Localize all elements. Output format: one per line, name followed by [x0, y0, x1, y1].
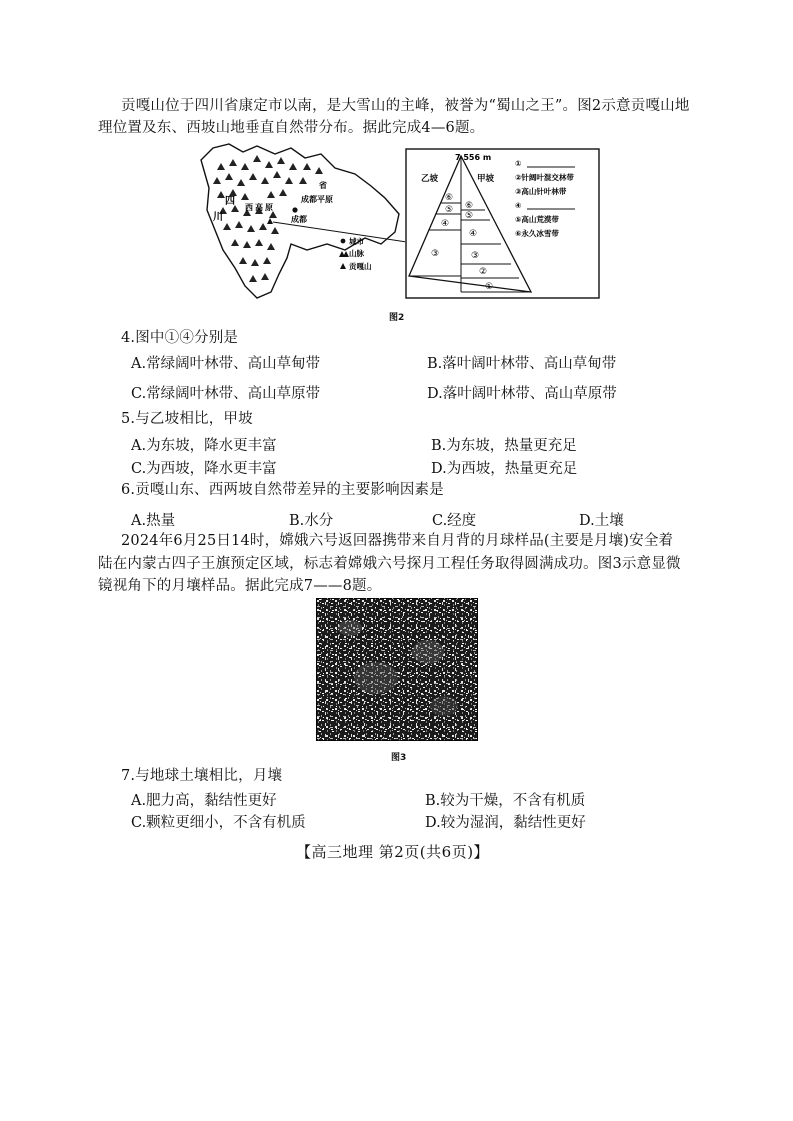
q7-option-d: D.较为湿润，黏结性更好 [425, 815, 586, 831]
q5-stem: 5.与乙坡相比，甲坡 [121, 411, 253, 427]
profile-legend-4: ④ [515, 201, 522, 210]
q7-option-b: B.较为干燥，不含有机质 [425, 793, 586, 809]
profile-legend-3: ③高山针叶林带 [515, 187, 567, 196]
right-band-4: ④ [469, 229, 478, 239]
q5-option-b: B.为东坡，热量更充足 [431, 438, 577, 454]
left-band-5: ⑤ [445, 205, 454, 215]
q7-option-c: C.颗粒更细小，不含有机质 [131, 815, 306, 831]
figure2-caption: 图2 [389, 313, 405, 323]
q5-option-c: C.为西坡，降水更丰富 [131, 461, 277, 477]
q6-option-d: D.土壤 [579, 513, 624, 529]
sichuan-map [195, 140, 405, 300]
right-band-2: ② [479, 267, 488, 277]
profile-legend-2: ②针阔叶混交林带 [515, 173, 574, 182]
page-footer: 【高三地理 第2页(共6页)】 [296, 843, 490, 861]
legend-mountain: 山脉 [349, 249, 364, 258]
q5-option-a: A.为东坡，降水更丰富 [131, 438, 277, 454]
legend-peak: 贡嘎山 [349, 262, 372, 271]
right-band-3: ③ [471, 251, 480, 261]
q4-option-d: D.落叶阔叶林带、高山草原带 [427, 386, 617, 402]
map-label-chuan: 川 [213, 212, 223, 223]
intro1-line2: 理位置及东、西坡山地垂直自然带分布。据此完成4—6题。 [98, 120, 485, 136]
left-band-4: ④ [441, 219, 450, 229]
map-label-yuan: 原 [265, 203, 273, 212]
q7-option-a: A.肥力高，黏结性更好 [131, 793, 277, 809]
q6-option-b: B.水分 [289, 513, 334, 529]
map-label-chengdu: 成都 [291, 215, 307, 224]
left-band-3: ③ [431, 249, 440, 259]
right-band-1: ① [485, 282, 494, 292]
map-label-gao: 高 [255, 203, 263, 212]
lunar-soil-micrograph [316, 598, 478, 741]
summit-height: 7 556 m [455, 153, 492, 162]
intro2-line3: 镜视角下的月壤样品。据此完成7——8题。 [98, 578, 382, 594]
q4-option-c: C.常绿阔叶林带、高山草原带 [131, 386, 321, 402]
legend-city: 城市 [349, 237, 364, 246]
q6-option-a: A.热量 [131, 513, 176, 529]
right-slope-label: 甲坡 [477, 174, 495, 184]
q5-option-d: D.为西坡，热量更充足 [431, 461, 578, 477]
profile-legend-1: ① [515, 159, 522, 168]
map-label-plain: 成都平原 [301, 195, 333, 204]
intro2-line1: 2024年6月25日14时，嫦娥六号返回器携带来自月背的月球样品(主要是月壤)安全着 [121, 533, 674, 549]
q4-option-b: B.落叶阔叶林带、高山草甸带 [427, 356, 617, 372]
vertical-zonation-diagram [405, 148, 601, 300]
profile-legend-6: ⑥永久冰雪带 [515, 229, 559, 238]
intro1-line1: 贡嘎山位于四川省康定市以南，是大雪山的主峰，被誉为“蜀山之王”。图2示意贡嘎山地 [121, 98, 690, 114]
q4-option-a: A.常绿阔叶林带、高山草甸带 [131, 356, 321, 372]
q7-stem: 7.与地球土壤相比，月壤 [121, 768, 283, 784]
chengdu-city-dot [292, 207, 297, 212]
right-band-5: ⑤ [465, 211, 474, 221]
left-band-6: ⑥ [445, 193, 454, 203]
intro2-line2: 陆在内蒙古四子王旗预定区域，标志着嫦娥六号探月工程任务取得圆满成功。图3示意显微 [98, 556, 681, 572]
q6-option-c: C.经度 [432, 513, 477, 529]
right-band-6: ⑥ [465, 201, 474, 211]
figure3-caption: 图3 [391, 753, 407, 763]
q6-stem: 6.贡嘎山东、西两坡自然带差异的主要影响因素是 [121, 482, 444, 498]
map-label-si: 四 [225, 196, 235, 207]
left-slope-label: 乙坡 [421, 174, 439, 184]
profile-legend-5: ⑤高山荒漠带 [515, 215, 559, 224]
map-label-xi: 西 [245, 203, 253, 212]
map-label-sheng: 省 [319, 181, 327, 190]
q4-stem: 4.图中①④分别是 [121, 330, 239, 346]
